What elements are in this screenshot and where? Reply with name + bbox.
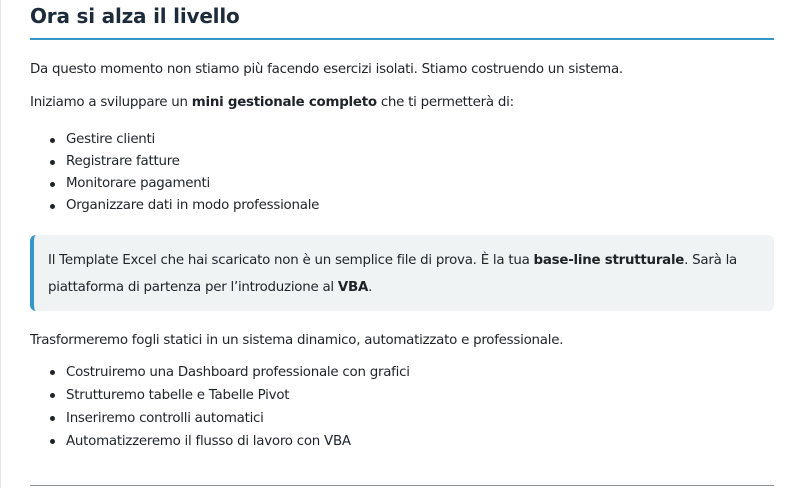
list-item: Costruiremo una Dashboard professionale con grafici [30,361,774,384]
content-section [30,0,774,453]
intro-paragraph: Da questo momento non stiamo più facendo esercizi isolati. Stiamo costruendo un sistema. [30,62,623,77]
list-item: Organizzare dati in modo professionale [30,195,774,217]
goal-text-after: che ti permetterà di: [376,95,514,110]
transform-paragraph: Trasformeremo fogli statici in un sistema dinamico, automatizzato e professionale. [30,333,564,348]
goal-text-bold: mini gestionale completo [191,95,377,110]
callout-text-before: Il Template Excel che hai scaricato non è un semplice file di prova. È la tua [48,253,534,268]
goal-paragraph [30,93,774,113]
list-item: Registrare fatture [30,151,774,173]
callout-text [48,247,758,301]
bottom-divider [30,485,774,486]
roadmap-list [30,361,774,453]
list-item: Inseriremo controlli automatici [30,407,774,430]
list-item: Monitorare pagamenti [30,173,774,195]
info-callout [30,235,774,311]
list-item: Automatizzeremo il flusso di lavoro con VBA [30,430,774,453]
title-underline [30,38,774,40]
callout-bold-vba: VBA [337,280,369,295]
list-item: Gestire clienti [30,129,774,151]
section-title: Ora si alza il livello [30,4,240,28]
left-border [0,0,1,488]
callout-bold-baseline: base-line strutturale [533,253,685,268]
callout-text-after: . [368,280,373,295]
goal-text-before: Iniziamo a sviluppare un [30,95,192,110]
callout-text-middle: . Sarà la piattaforma di partenza per l’introduzione al [48,253,738,295]
features-list [30,129,774,217]
list-item: Strutturemo tabelle e Tabelle Pivot [30,384,774,407]
